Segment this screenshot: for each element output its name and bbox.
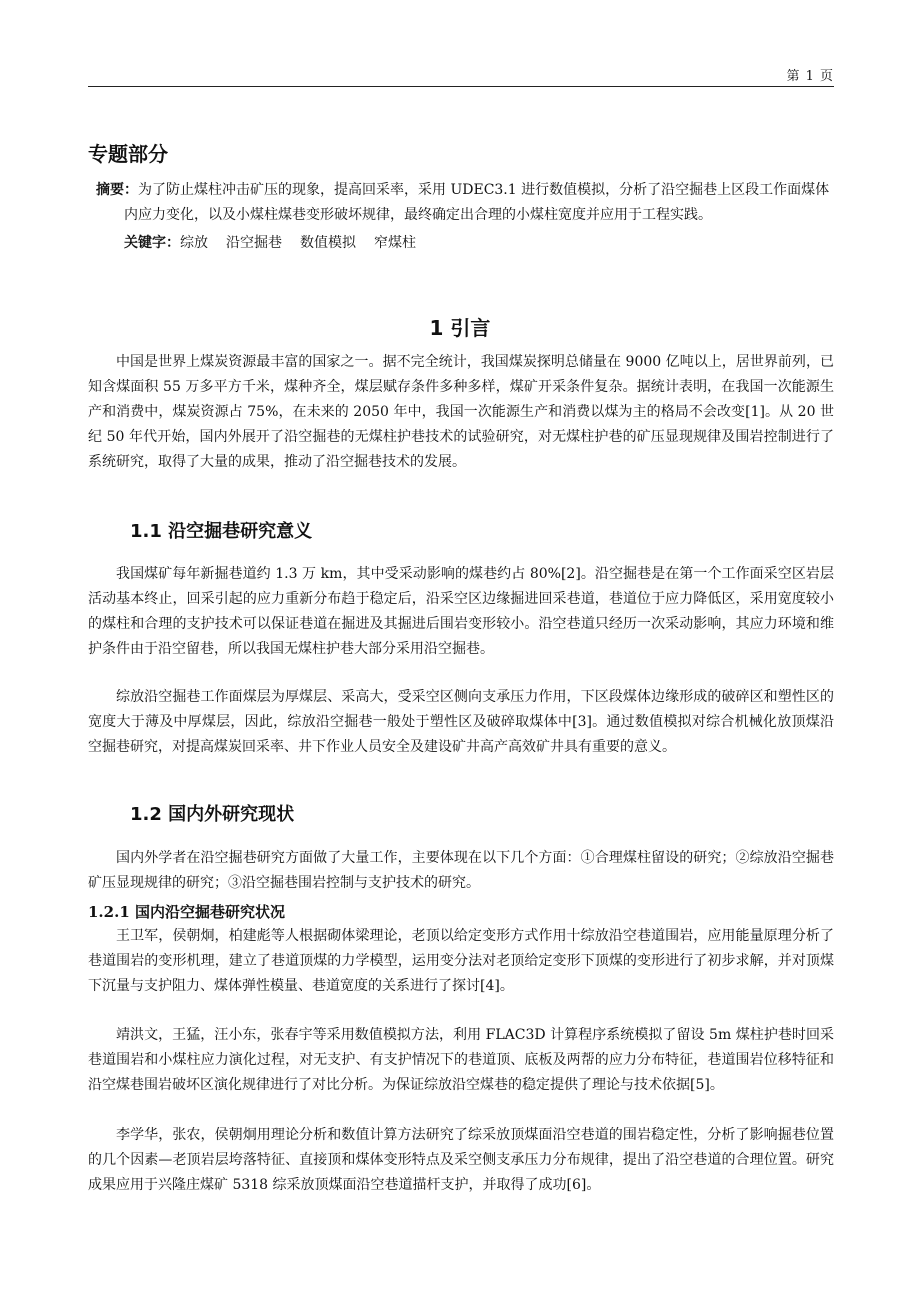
keyword: 综放 [180, 235, 208, 251]
keyword: 沿空掘巷 [226, 235, 282, 251]
paragraph-1-2: 国内外学者在沿空掘巷研究方面做了大量工作，主要体现在以下几个方面：①合理煤柱留设的研究；②综放沿空掘巷矿压显现规律的研究；③沿空掘巷围岩控制与支护技术的研究。 [88, 850, 834, 891]
chapter-heading: 1 引言 [429, 316, 491, 340]
keyword: 窄煤柱 [374, 235, 416, 251]
keyword: 数值模拟 [300, 235, 356, 251]
keywords-label: 关键字： [124, 235, 180, 251]
paragraph-1-1-a: 我国煤矿每年新掘巷道约 1.3 万 km，其中受采动影响的煤巷约占 80%[2]。沿空掘巷是在第一个工作面采空区岩层活动基本终止，回采引起的应力重新分布趋于稳定后，沿采空区边缘掘进回采巷道，巷道位于应力降低区，采用宽度较小的煤柱和合理的支护技术可以保证巷道在掘进及其掘进后围岩变形较小。沿空巷道只经历一次采动影响，其应力环境和维护条件由于沿空留巷，所以我国无煤柱护巷大部分采用沿空掘巷。 [88, 566, 834, 657]
page-number: 第 1 页 [786, 69, 834, 84]
paragraph-research-a: 王卫军，侯朝炯，柏建彪等人根据砌体梁理论，老顶以给定变形方式作用十综放沿空巷道围岩，应用能量原理分析了巷道围岩的变形机理，建立了巷道顶煤的力学模型，运用变分法对老顶给定变形下顶煤的变形进行了初步求解，并对顶煤下沉量与支护阻力、煤体弹性模量、巷道宽度的关系进行了探讨[4]。 [88, 928, 834, 994]
paragraph-1-1-b: 综放沿空掘巷工作面煤层为厚煤层、采高大，受采空区侧向支承压力作用，下区段煤体边缘形成的破碎区和塑性区的宽度大于薄及中厚煤层，因此，综放沿空掘巷一般处于塑性区及破碎取煤体中[3]。通过数值模拟对综合机械化放顶煤沿空掘巷研究，对提高煤炭回采率、井下作业人员安全及建设矿井高产高效矿井具有重要的意义。 [88, 689, 834, 755]
intro-paragraph: 中国是世界上煤炭资源最丰富的国家之一。据不完全统计，我国煤炭探明总储量在 9000 亿吨以上，居世界前列，已知含煤面积 55 万多平方千米，煤种齐全，煤层赋存条件多种多样，煤矿开采条件复杂。据统计表明，在我国一次能源生产和消费中，煤炭资源占 75%，在未来的 2050 年中，我国一次能源生产和消费以煤为主的格局不会改变[1]。从 20 世纪 50 年代开始，国内外展开了沿空掘巷的无煤柱护巷技术的试验研究，对无煤柱护巷的矿压显现规律及围岩控制进行了系统研究，取得了大量的成果，推动了沿空掘巷技术的发展。 [88, 354, 834, 470]
abstract-body [96, 178, 836, 228]
keywords-line [124, 231, 836, 256]
paragraph-research-c: 李学华，张农，侯朝炯用理论分析和数值计算方法研究了综采放顶煤面沿空巷道的围岩稳定性，分析了影响掘巷位置的几个因素—老顶岩层垮落特征、直接顶和煤体变形特点及采空侧支承压力分布规律，提出了沿空巷道的合理位置。研究成果应用于兴隆庄煤矿 5318 综采放顶煤面沿空巷道描杆支护，并取得了成功[6]。 [88, 1127, 834, 1193]
heading-1-2: 1.2 国内外研究现状 [130, 804, 295, 825]
heading-1-1: 1.1 沿空掘巷研究意义 [130, 521, 313, 542]
section-title: 专题部分 [88, 142, 168, 166]
paragraph-research-b: 靖洪文，王猛，汪小东，张春宇等采用数值模拟方法，利用 FLAC3D 计算程序系统模拟了留设 5m 煤柱护巷时回采巷道围岩和小煤柱应力演化过程，对无支护、有支护情况下的巷道顶、底板及两帮的应力分布特征，巷道围岩位移特征和沿空煤巷围岩破坏区演化规律进行了对比分析。为保证综放沿空煤巷的稳定提供了理论与技术依据[5]。 [88, 1027, 834, 1093]
page-header [88, 64, 834, 87]
abstract-block [96, 178, 836, 256]
abstract-label: 摘要： [96, 182, 138, 198]
abstract-text: 为了防止煤柱冲击矿压的现象，提高回采率，采用 UDEC3.1 进行数值模拟，分析了沿空掘巷上区段工作面煤体内应力变化，以及小煤柱煤巷变形破坏规律，最终确定出合理的小煤柱宽度并应用于工程实践。 [124, 182, 830, 223]
heading-1-2-1: 1.2.1 国内沿空掘巷研究状况 [88, 903, 285, 921]
